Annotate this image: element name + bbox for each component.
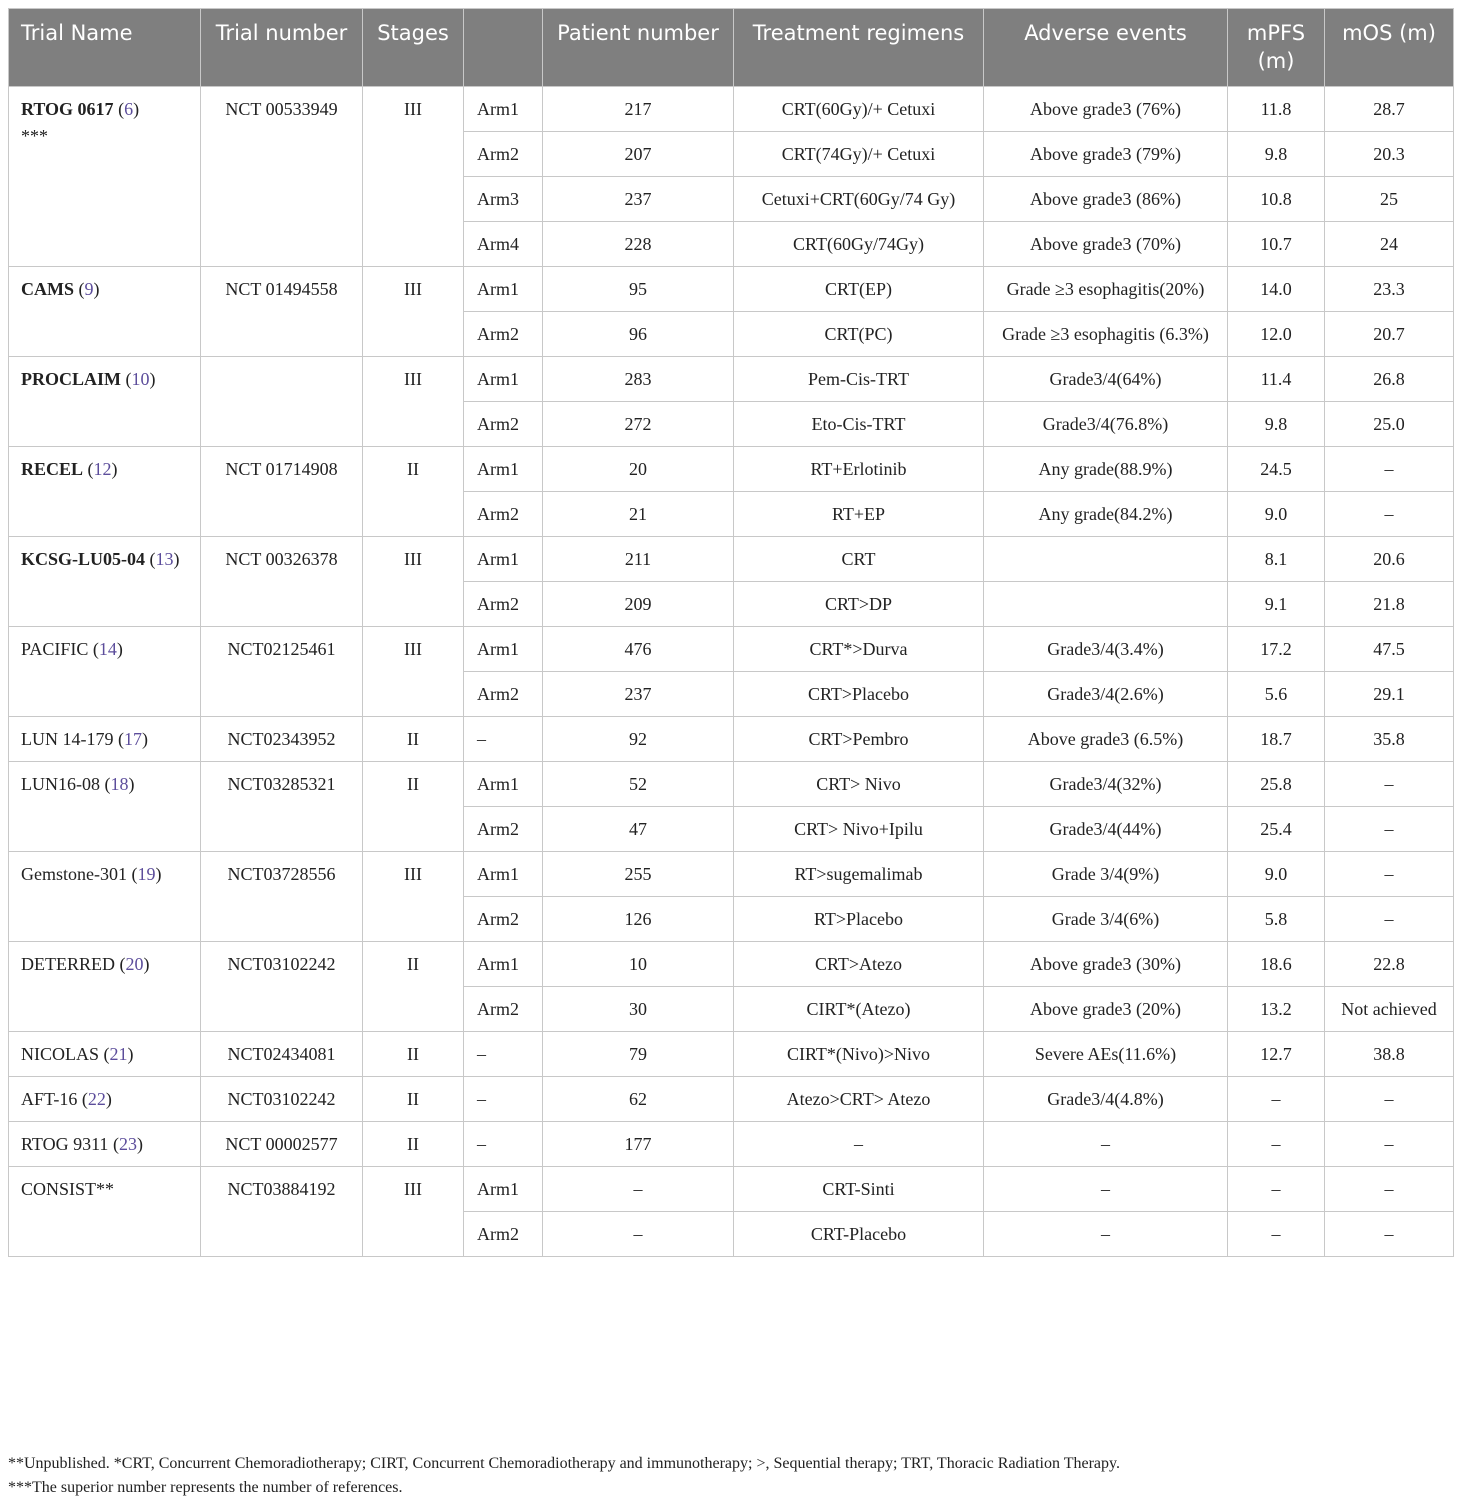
- reference-link[interactable]: 9: [84, 279, 94, 299]
- reference-link[interactable]: 20: [125, 954, 144, 974]
- patient-number: 10: [543, 942, 734, 987]
- trial-name-cell: LUN16-08 (18): [9, 762, 201, 852]
- mpfs-value: –: [1228, 1167, 1325, 1212]
- adverse-events: Above grade3 (20%): [984, 987, 1228, 1032]
- arm-label: Arm2: [464, 672, 543, 717]
- reference-link[interactable]: 6: [124, 99, 134, 119]
- mpfs-value: 12.7: [1228, 1032, 1325, 1077]
- table-row: [9, 852, 1454, 897]
- arm-label: Arm1: [464, 852, 543, 897]
- adverse-events: Grade3/4(76.8%): [984, 402, 1228, 447]
- treatment-regimen: CRT(EP): [734, 267, 984, 312]
- mos-value: Not achieved: [1325, 987, 1454, 1032]
- trial-number: NCT 00002577: [201, 1122, 363, 1167]
- mos-value: –: [1325, 1122, 1454, 1167]
- arm-label: Arm1: [464, 762, 543, 807]
- patient-number: 217: [543, 87, 734, 132]
- patient-number: 283: [543, 357, 734, 402]
- trial-name: CAMS: [21, 279, 74, 299]
- treatment-regimen: Pem-Cis-TRT: [734, 357, 984, 402]
- table-row: [9, 1032, 1454, 1077]
- table-row: [9, 762, 1454, 807]
- reference-link[interactable]: 21: [109, 1044, 128, 1064]
- patient-number: 52: [543, 762, 734, 807]
- mos-value: 25.0: [1325, 402, 1454, 447]
- patient-number: 47: [543, 807, 734, 852]
- trial-number: NCT03884192: [201, 1167, 363, 1257]
- header-trial-number: Trial number: [201, 9, 363, 87]
- trial-stage: III: [363, 1167, 464, 1257]
- table-row: [9, 447, 1454, 492]
- mos-value: 22.8: [1325, 942, 1454, 987]
- trial-stage: III: [363, 87, 464, 267]
- mos-value: 21.8: [1325, 582, 1454, 627]
- footnote-references: ***The superior number represents the number of references.: [8, 1479, 403, 1496]
- arm-label: Arm2: [464, 987, 543, 1032]
- trial-stage: II: [363, 717, 464, 762]
- trial-name: RTOG 0617: [21, 99, 114, 119]
- mpfs-value: 9.0: [1228, 492, 1325, 537]
- trial-stage: III: [363, 852, 464, 942]
- patient-number: 476: [543, 627, 734, 672]
- trial-number: NCT03728556: [201, 852, 363, 942]
- mos-value: –: [1325, 1167, 1454, 1212]
- treatment-regimen: CRT(PC): [734, 312, 984, 357]
- table-row: [9, 1167, 1454, 1212]
- header-adverse-events: Adverse events: [984, 9, 1228, 87]
- treatment-regimen: CRT> Nivo: [734, 762, 984, 807]
- adverse-events: Above grade3 (86%): [984, 177, 1228, 222]
- trial-name: CONSIST**: [21, 1179, 115, 1199]
- patient-number: 237: [543, 177, 734, 222]
- trial-number: NCT03102242: [201, 942, 363, 1032]
- trial-stage: II: [363, 1032, 464, 1077]
- treatment-regimen: CIRT*(Nivo)>Nivo: [734, 1032, 984, 1077]
- treatment-regimen: CRT>Pembro: [734, 717, 984, 762]
- arm-label: –: [464, 1122, 543, 1167]
- arm-label: Arm2: [464, 132, 543, 177]
- trial-number: NCT03285321: [201, 762, 363, 852]
- table-row: [9, 267, 1454, 312]
- adverse-events: –: [984, 1122, 1228, 1167]
- arm-label: Arm3: [464, 177, 543, 222]
- trial-number: NCT03102242: [201, 1077, 363, 1122]
- treatment-regimen: CRT-Sinti: [734, 1167, 984, 1212]
- mos-value: 20.7: [1325, 312, 1454, 357]
- trial-number: [201, 357, 363, 447]
- table-footnotes: [8, 1452, 1453, 1500]
- arm-label: –: [464, 717, 543, 762]
- mpfs-value: 10.7: [1228, 222, 1325, 267]
- adverse-events: Above grade3 (70%): [984, 222, 1228, 267]
- arm-label: Arm1: [464, 1167, 543, 1212]
- adverse-events: Grade3/4(3.4%): [984, 627, 1228, 672]
- reference-link[interactable]: 14: [98, 639, 117, 659]
- treatment-regimen: CRT(60Gy)/+ Cetuxi: [734, 87, 984, 132]
- trial-name: LUN 14-179: [21, 729, 114, 749]
- mpfs-value: 24.5: [1228, 447, 1325, 492]
- trial-stage: II: [363, 1077, 464, 1122]
- arm-label: Arm1: [464, 627, 543, 672]
- patient-number: 237: [543, 672, 734, 717]
- mpfs-value: 5.6: [1228, 672, 1325, 717]
- arm-label: Arm2: [464, 807, 543, 852]
- mos-value: 25: [1325, 177, 1454, 222]
- adverse-events: [984, 582, 1228, 627]
- trial-name-cell: [9, 1167, 201, 1257]
- trial-stage: II: [363, 1122, 464, 1167]
- header-stages: Stages: [363, 9, 464, 87]
- patient-number: –: [543, 1212, 734, 1257]
- adverse-events: Grade 3/4(6%): [984, 897, 1228, 942]
- patient-number: 96: [543, 312, 734, 357]
- header-row: [9, 9, 1454, 87]
- mos-value: 28.7: [1325, 87, 1454, 132]
- adverse-events: Above grade3 (76%): [984, 87, 1228, 132]
- trial-number: NCT 00533949: [201, 87, 363, 267]
- arm-label: Arm2: [464, 1212, 543, 1257]
- patient-number: 30: [543, 987, 734, 1032]
- trial-number: NCT02434081: [201, 1032, 363, 1077]
- patient-number: 21: [543, 492, 734, 537]
- reference-link[interactable]: 19: [137, 864, 156, 884]
- arm-label: Arm1: [464, 87, 543, 132]
- trial-name: PACIFIC: [21, 639, 89, 659]
- trial-name: RECEL: [21, 459, 84, 479]
- trial-stage: III: [363, 537, 464, 627]
- treatment-regimen: CRT>Atezo: [734, 942, 984, 987]
- trial-name-cell: DETERRED (20): [9, 942, 201, 1032]
- patient-number: 209: [543, 582, 734, 627]
- arm-label: Arm2: [464, 492, 543, 537]
- arm-label: Arm2: [464, 402, 543, 447]
- patient-number: 211: [543, 537, 734, 582]
- trial-number: NCT 01494558: [201, 267, 363, 357]
- table-row: [9, 1122, 1454, 1167]
- patient-number: 228: [543, 222, 734, 267]
- adverse-events: Grade3/4(44%): [984, 807, 1228, 852]
- trial-stage: II: [363, 942, 464, 1032]
- treatment-regimen: CRT-Placebo: [734, 1212, 984, 1257]
- trial-name-cell: RTOG 9311 (23): [9, 1122, 201, 1167]
- clinical-trials-table: [8, 8, 1454, 1257]
- patient-number: 95: [543, 267, 734, 312]
- patient-number: 177: [543, 1122, 734, 1167]
- trial-number: NCT02125461: [201, 627, 363, 717]
- arm-label: Arm1: [464, 447, 543, 492]
- header-treatment: Treatment regimens: [734, 9, 984, 87]
- arm-label: Arm2: [464, 897, 543, 942]
- treatment-regimen: CRT> Nivo+Ipilu: [734, 807, 984, 852]
- mos-value: –: [1325, 852, 1454, 897]
- header-mos: mOS (m): [1325, 9, 1454, 87]
- treatment-regimen: RT+EP: [734, 492, 984, 537]
- trial-name-cell: AFT-16 (22): [9, 1077, 201, 1122]
- adverse-events: Grade3/4(64%): [984, 357, 1228, 402]
- arm-label: Arm1: [464, 357, 543, 402]
- patient-number: –: [543, 1167, 734, 1212]
- reference-link[interactable]: 23: [118, 1134, 137, 1154]
- mpfs-value: 18.6: [1228, 942, 1325, 987]
- trial-name-cell: RECEL (12): [9, 447, 201, 537]
- table-row: [9, 717, 1454, 762]
- patient-number: 272: [543, 402, 734, 447]
- adverse-events: Any grade(84.2%): [984, 492, 1228, 537]
- arm-label: –: [464, 1077, 543, 1122]
- arm-label: Arm1: [464, 537, 543, 582]
- treatment-regimen: CRT: [734, 537, 984, 582]
- adverse-events: Grade ≥3 esophagitis (6.3%): [984, 312, 1228, 357]
- mpfs-value: 17.2: [1228, 627, 1325, 672]
- adverse-events: Above grade3 (79%): [984, 132, 1228, 177]
- mpfs-value: 12.0: [1228, 312, 1325, 357]
- mpfs-value: 25.8: [1228, 762, 1325, 807]
- adverse-events: Severe AEs(11.6%): [984, 1032, 1228, 1077]
- trial-name-cell: LUN 14-179 (17): [9, 717, 201, 762]
- trial-number: NCT02343952: [201, 717, 363, 762]
- trial-name: DETERRED: [21, 954, 115, 974]
- mpfs-value: 9.0: [1228, 852, 1325, 897]
- mpfs-value: 5.8: [1228, 897, 1325, 942]
- mos-value: 23.3: [1325, 267, 1454, 312]
- mos-value: 35.8: [1325, 717, 1454, 762]
- trial-name: NICOLAS: [21, 1044, 100, 1064]
- patient-number: 79: [543, 1032, 734, 1077]
- trial-name-cell: Gemstone-301 (19): [9, 852, 201, 942]
- adverse-events: Grade 3/4(9%): [984, 852, 1228, 897]
- table-row: [9, 1077, 1454, 1122]
- treatment-regimen: Cetuxi+CRT(60Gy/74 Gy): [734, 177, 984, 222]
- table-body: [9, 87, 1454, 1257]
- header-arm: [464, 9, 543, 87]
- adverse-events: [984, 537, 1228, 582]
- reference-link[interactable]: 12: [93, 459, 112, 479]
- patient-number: 92: [543, 717, 734, 762]
- mos-value: –: [1325, 897, 1454, 942]
- adverse-events: Above grade3 (6.5%): [984, 717, 1228, 762]
- adverse-events: Grade3/4(2.6%): [984, 672, 1228, 717]
- footnote-abbreviations: **Unpublished. *CRT, Concurrent Chemoradiotherapy; CIRT, Concurrent Chemoradiotherapy and immunotherapy; >, Sequential therapy; TRT, Thoracic Radiation Therapy.: [8, 1455, 1120, 1472]
- table-row: [9, 627, 1454, 672]
- mpfs-value: 25.4: [1228, 807, 1325, 852]
- header-patient-number: Patient number: [543, 9, 734, 87]
- adverse-events: –: [984, 1212, 1228, 1257]
- mos-value: –: [1325, 762, 1454, 807]
- mpfs-value: 8.1: [1228, 537, 1325, 582]
- mos-value: 20.3: [1325, 132, 1454, 177]
- mos-value: –: [1325, 447, 1454, 492]
- treatment-regimen: RT>sugemalimab: [734, 852, 984, 897]
- trial-name: PROCLAIM: [21, 369, 121, 389]
- adverse-events: Above grade3 (30%): [984, 942, 1228, 987]
- trial-name: RTOG 9311: [21, 1134, 109, 1154]
- treatment-regimen: –: [734, 1122, 984, 1167]
- table-header: [9, 9, 1454, 87]
- mos-value: –: [1325, 492, 1454, 537]
- trial-name-cell: PACIFIC (14): [9, 627, 201, 717]
- mpfs-value: 11.8: [1228, 87, 1325, 132]
- treatment-regimen: CRT(60Gy/74Gy): [734, 222, 984, 267]
- treatment-regimen: CRT>Placebo: [734, 672, 984, 717]
- arm-label: Arm2: [464, 312, 543, 357]
- treatment-regimen: Atezo>CRT> Atezo: [734, 1077, 984, 1122]
- mpfs-value: 9.8: [1228, 402, 1325, 447]
- adverse-events: Grade ≥3 esophagitis(20%): [984, 267, 1228, 312]
- trial-stage: II: [363, 447, 464, 537]
- trial-name: Gemstone-301: [21, 864, 127, 884]
- trial-name-cell: KCSG-LU05-04 (13): [9, 537, 201, 627]
- adverse-events: Grade3/4(4.8%): [984, 1077, 1228, 1122]
- table-container: [8, 8, 1453, 1257]
- header-mpfs: mPFS (m): [1228, 9, 1325, 87]
- mos-value: 26.8: [1325, 357, 1454, 402]
- treatment-regimen: RT>Placebo: [734, 897, 984, 942]
- mos-value: 24: [1325, 222, 1454, 267]
- trial-name-cell: CAMS (9): [9, 267, 201, 357]
- mos-value: –: [1325, 1212, 1454, 1257]
- treatment-regimen: CRT(74Gy)/+ Cetuxi: [734, 132, 984, 177]
- patient-number: 126: [543, 897, 734, 942]
- mpfs-value: 18.7: [1228, 717, 1325, 762]
- adverse-events: Any grade(88.9%): [984, 447, 1228, 492]
- table-row: [9, 87, 1454, 132]
- treatment-regimen: CRT*>Durva: [734, 627, 984, 672]
- reference-link[interactable]: 18: [110, 774, 129, 794]
- treatment-regimen: RT+Erlotinib: [734, 447, 984, 492]
- table-row: [9, 357, 1454, 402]
- trial-note: ***: [21, 126, 48, 146]
- mpfs-value: 13.2: [1228, 987, 1325, 1032]
- mos-value: 29.1: [1325, 672, 1454, 717]
- reference-link[interactable]: 22: [87, 1089, 106, 1109]
- treatment-regimen: CIRT*(Atezo): [734, 987, 984, 1032]
- patient-number: 255: [543, 852, 734, 897]
- mpfs-value: –: [1228, 1122, 1325, 1167]
- patient-number: 20: [543, 447, 734, 492]
- mpfs-value: 14.0: [1228, 267, 1325, 312]
- mos-value: 20.6: [1325, 537, 1454, 582]
- trial-number: NCT 01714908: [201, 447, 363, 537]
- trial-name: AFT-16: [21, 1089, 78, 1109]
- trial-stage: II: [363, 762, 464, 852]
- adverse-events: Grade3/4(32%): [984, 762, 1228, 807]
- mpfs-value: 9.1: [1228, 582, 1325, 627]
- trial-number: NCT 00326378: [201, 537, 363, 627]
- reference-link[interactable]: 10: [131, 369, 150, 389]
- mpfs-value: –: [1228, 1077, 1325, 1122]
- header-trial-name: Trial Name: [9, 9, 201, 87]
- patient-number: 207: [543, 132, 734, 177]
- arm-label: Arm2: [464, 582, 543, 627]
- table-row: [9, 942, 1454, 987]
- trial-name: KCSG-LU05-04: [21, 549, 146, 569]
- mpfs-value: 11.4: [1228, 357, 1325, 402]
- mos-value: –: [1325, 807, 1454, 852]
- arm-label: –: [464, 1032, 543, 1077]
- treatment-regimen: Eto-Cis-TRT: [734, 402, 984, 447]
- table-row: [9, 537, 1454, 582]
- trial-name-cell: NICOLAS (21): [9, 1032, 201, 1077]
- mos-value: –: [1325, 1077, 1454, 1122]
- mpfs-value: –: [1228, 1212, 1325, 1257]
- trial-name: LUN16-08: [21, 774, 100, 794]
- arm-label: Arm1: [464, 942, 543, 987]
- trial-name-cell: RTOG 0617 (6) ***: [9, 87, 201, 267]
- patient-number: 62: [543, 1077, 734, 1122]
- arm-label: Arm1: [464, 267, 543, 312]
- mpfs-value: 10.8: [1228, 177, 1325, 222]
- trial-name-cell: PROCLAIM (10): [9, 357, 201, 447]
- arm-label: Arm4: [464, 222, 543, 267]
- adverse-events: –: [984, 1167, 1228, 1212]
- trial-stage: III: [363, 357, 464, 447]
- reference-link[interactable]: 17: [124, 729, 142, 749]
- trial-stage: III: [363, 627, 464, 717]
- reference-link[interactable]: 13: [155, 549, 174, 569]
- mos-value: 38.8: [1325, 1032, 1454, 1077]
- treatment-regimen: CRT>DP: [734, 582, 984, 627]
- mpfs-value: 9.8: [1228, 132, 1325, 177]
- mos-value: 47.5: [1325, 627, 1454, 672]
- trial-stage: III: [363, 267, 464, 357]
